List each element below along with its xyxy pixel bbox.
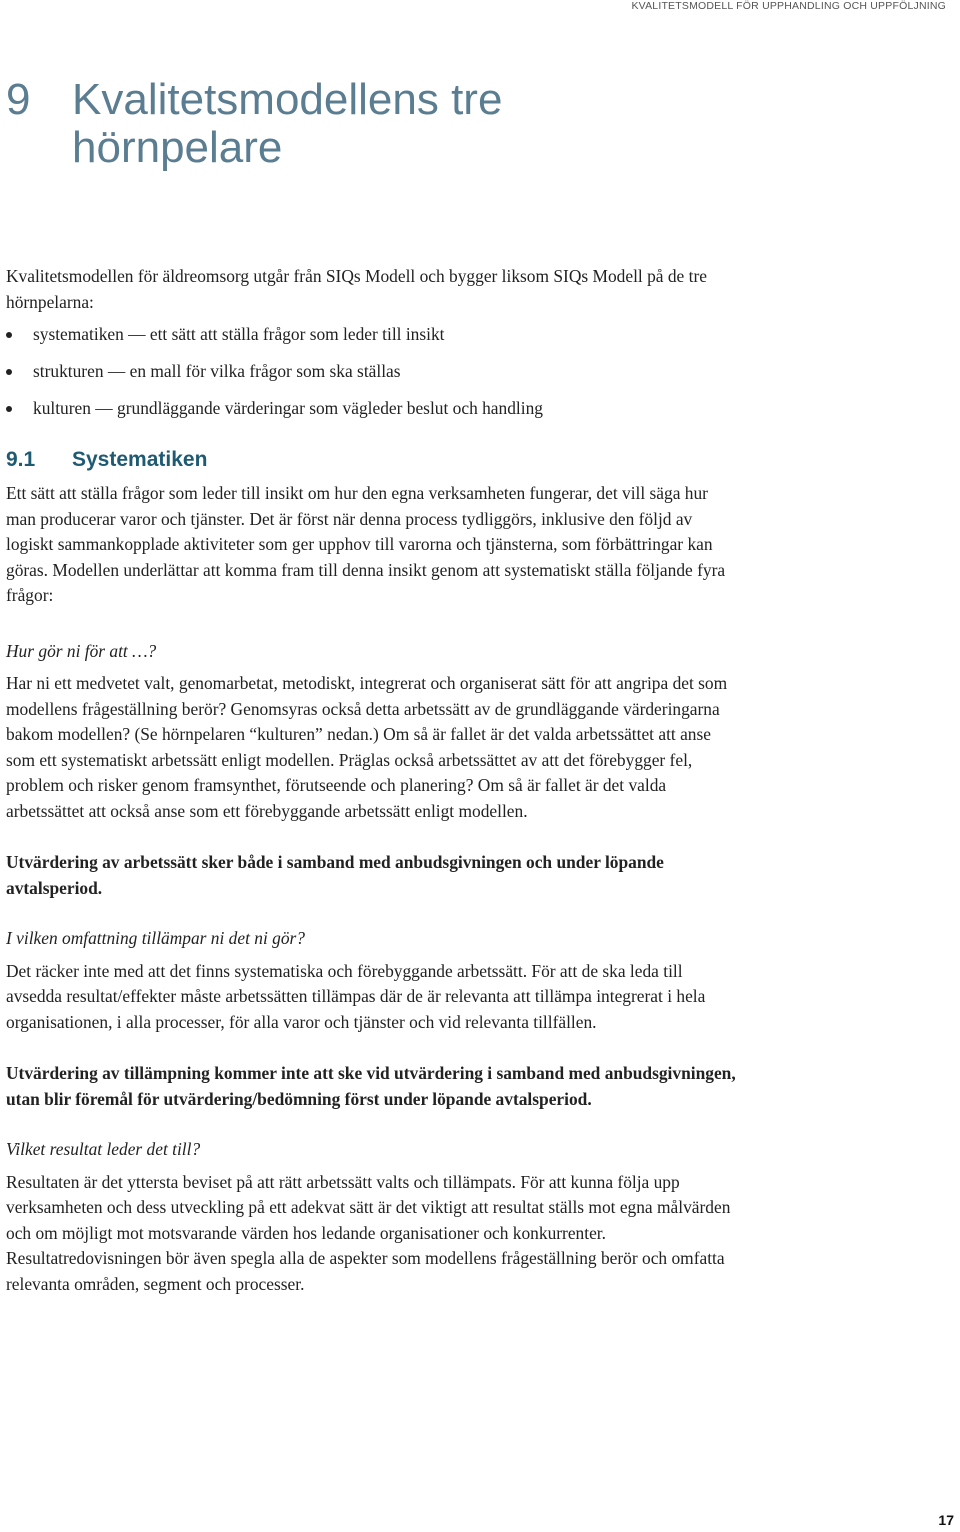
running-header: KVALITETSMODELL FÖR UPPHANDLING OCH UPPFÖLJNING: [631, 0, 946, 12]
section-title: Systematiken: [72, 448, 208, 471]
chapter-heading: [6, 76, 632, 172]
list-item-text: strukturen — en mall för vilka frågor som ska ställas: [33, 361, 401, 381]
page-number: 17: [938, 1512, 954, 1528]
page-content: [6, 264, 736, 1297]
section-intro-paragraph: [6, 481, 736, 609]
list-item-text: kulturen — grundläggande värderingar som vägleder beslut och handling: [33, 398, 543, 418]
chapter-title: Kvalitetsmodellens tre hörnpelare: [72, 75, 503, 172]
bullet-icon: [6, 406, 12, 412]
section-intro-lead: Ett sätt att ställa frågor som leder till insikt om hur den egna verksamheten fungerar, det vill säga hur man producerar varor och tjänster.: [6, 483, 708, 529]
list-item: [6, 322, 736, 359]
list-item: [6, 359, 736, 396]
answer-paragraph: Resultaten är det yttersta beviset på att rätt arbetssätt valts och tillämpats. För att kunna följa upp verksamheten och dess utveckling på ett adekvat sätt är det viktigt att resultat ställs mot egna målvärden och om möjligt mot motsvarande värden hos ledande organisationer och konkurrenter. Resultatredovisningen bör även spegla alla de aspekter som modellens frågeställning berör och omfatta relevanta områden, segment och processer.: [6, 1171, 731, 1294]
intro-paragraph: Kvalitetsmodellen för äldreomsorg utgår från SIQs Modell och bygger liksom SIQs Modell på de tre hörnpelarna:: [6, 266, 707, 312]
chapter-number: 9: [6, 75, 31, 124]
section-intro-body: Det är först när denna process tydliggörs, inklusive den följd av logiskt sammankopplade aktiviteter som ger upphov till varorna och tjänsterna, som förbättringar kan göras. Modellen underlättar att komma fram till denna insikt genom att systematiskt ställa följande fyra frågor:: [6, 508, 726, 605]
evaluation-note: Utvärdering av arbetssätt sker både i samband med anbudsgivningen och under löpande avtalsperiod.: [6, 852, 664, 898]
question-heading: Vilket resultat leder det till?: [6, 1139, 201, 1159]
question-heading: Hur gör ni för att …?: [6, 640, 157, 661]
list-item-text: systematiken — ett sätt att ställa frågor som leder till insikt: [33, 324, 445, 344]
evaluation-note: Utvärdering av tillämpning kommer inte att ske vid utvärdering i samband med anbudsgivningen, utan blir föremål för utvärdering/bedömning först under löpande avtalsperiod.: [6, 1063, 736, 1109]
section-heading: [6, 447, 736, 473]
section-number: 9.1: [6, 448, 36, 471]
bullet-icon: [6, 369, 12, 375]
answer-paragraph: Det räcker inte med att det finns systematiska och förebyggande arbetssätt. För att de ska leda till avsedda resultat/effekter måste arbetssätten tillämpas där de är relevanta att tillämpa integrerat i hela organisationen, i alla processer, för alla varor och tjänster och vid relevanta tillfällen.: [6, 960, 706, 1032]
answer-paragraph: Har ni ett medvetet valt, genomarbetat, metodiskt, integrerat och organiserat sätt för att angripa det som modellens frågeställning berör? Genomsyras också detta arbetssätt av de grundläggande värderingarna bakom modellen? (Se hörnpelaren “kulturen” nedan.) Om så är fallet är det valda arbetssättet att anse som ett systematiskt arbetssätt enligt modellen. Präglas också arbetssättet av att det förebygger fel, problem och risker genom framsynthet, förutseende och planering? Om så är fallet är det valda arbetssättet att också anse som ett förebyggande arbetssätt enligt modellen.: [6, 673, 728, 821]
question-heading: I vilken omfattning tillämpar ni det ni gör?: [6, 928, 305, 948]
pillar-list: [6, 322, 736, 433]
bullet-icon: [6, 332, 12, 338]
list-item: [6, 396, 736, 433]
